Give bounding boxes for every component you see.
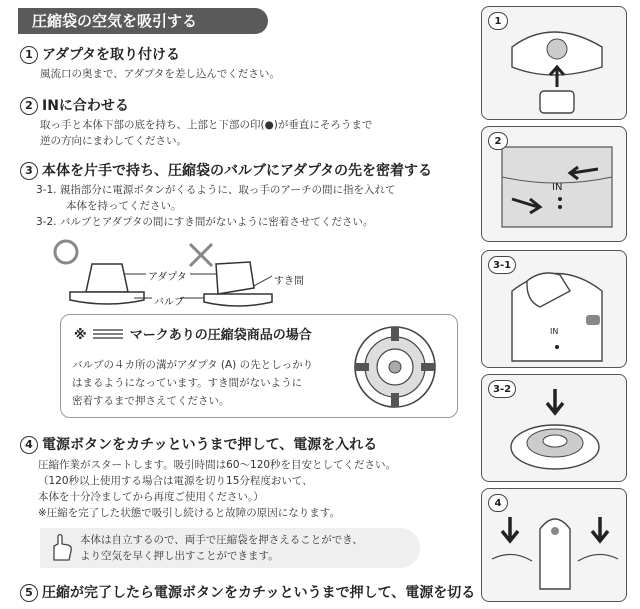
valve-shape-ok (70, 292, 144, 304)
valve-shape-ng (204, 294, 272, 306)
mark-box-title-row (74, 324, 312, 343)
step-4-body-line-2: （120秒以上使用する場合は電源を切り15分程度おいて、 (38, 475, 313, 487)
panel-3-1-badge: 3-1 (488, 256, 516, 274)
mark-prefix: ※ (74, 328, 87, 343)
ng-cross-icon (190, 244, 212, 266)
step-5-number: 5 (20, 584, 38, 602)
step-1-title (20, 44, 180, 64)
panel-2-in-label: IN (552, 182, 563, 193)
mark-box-line-3: 密着するまで押さえてください。 (72, 395, 230, 407)
panel-step-2 (481, 126, 627, 242)
panel-step-3-1 (481, 250, 627, 368)
adapter-label: アダプタ (148, 272, 187, 283)
step-4-title (20, 434, 377, 454)
step-2-body-line-2: 逆の方向にまわしてください。 (40, 135, 187, 147)
mark-box-title: マークありの圧縮袋商品の場合 (129, 328, 312, 343)
step-5-title-text: 圧縮が完了したら電源ボタンをカチッというまで押して、電源を切る (42, 585, 476, 601)
wave-mark-icon (93, 327, 123, 341)
tip-line-2: より空気を早く押し出すことができます。 (80, 550, 279, 562)
step-1-title-text: アダプタを取り付ける (42, 47, 181, 63)
panel-2-badge: 2 (488, 132, 508, 150)
adapter-shape-ok (86, 264, 128, 292)
adapter-shape-ng (216, 262, 254, 294)
panel-3-1-in-label: IN (550, 327, 559, 336)
step-4-body-line-1: 圧縮作業がスタートします。吸引時間は60～120秒を目安としてください。 (38, 459, 397, 471)
step-5-title (20, 582, 475, 602)
step-3-title (20, 160, 432, 180)
step-2-number: 2 (20, 97, 38, 115)
ok-circle-icon (55, 241, 77, 263)
step-2-body-line-1: 取っ手と本体下部の底を持ち、上部と下部の印(●)が垂直にそろうまで (40, 119, 373, 131)
step-3-body-line-2: 本体を持ってください。 (66, 200, 182, 212)
step-1-body: 風流口の奥まで、アダプタを差し込んでください。 (40, 68, 280, 80)
section-header: 圧縮袋の空気を吸引する (18, 8, 268, 34)
step-2-title-text: INに合わせる (42, 98, 129, 114)
panel-3-2-badge: 3-2 (488, 380, 516, 398)
panel-4-badge: 4 (488, 494, 508, 512)
step-3-body-line-1: 3-1. 親指部分に電源ボタンがくるように、取っ手のアーチの間に指を入れて (36, 184, 396, 196)
step-1-number: 1 (20, 46, 38, 64)
gap-label: すき間 (274, 276, 304, 287)
panel-step-4 (481, 488, 627, 602)
step-4-body-line-4: ※圧縮を完了した状態で吸引し続けると故障の原因になります。 (38, 507, 340, 519)
step-3-title-text: 本体を片手で持ち、圧縮袋のバルブにアダプタの先を密着する (42, 163, 433, 179)
step-3-number: 3 (20, 162, 38, 180)
mark-box-line-1: バルブの４カ所の溝がアダプタ (A) の先としっかり (72, 359, 314, 371)
mark-box-line-2: はまるようになっています。すき間がないように (72, 377, 303, 389)
valve-label: バルブ (154, 297, 184, 308)
step-3-body-line-3: 3-2. バルブとアダプタの間にすき間がないように密着させてください。 (36, 216, 374, 228)
tip-line-1: 本体は自立するので、両手で圧縮袋を押さえることができ、 (80, 534, 363, 546)
panel-1-badge: 1 (488, 12, 508, 30)
panel-step-3-2 (481, 374, 627, 482)
pointing-hand-icon (48, 532, 74, 562)
step-4-title-text: 電源ボタンをカチッというまで押して、電源を入れる (42, 437, 378, 453)
step-4-number: 4 (20, 436, 38, 454)
panel-step-1 (481, 6, 627, 120)
valve-grooves-illustration (350, 322, 440, 412)
step-4-body-line-3: 本体を十分冷ましてから再度ご使用ください。） (38, 491, 264, 503)
step-2-title (20, 95, 129, 115)
